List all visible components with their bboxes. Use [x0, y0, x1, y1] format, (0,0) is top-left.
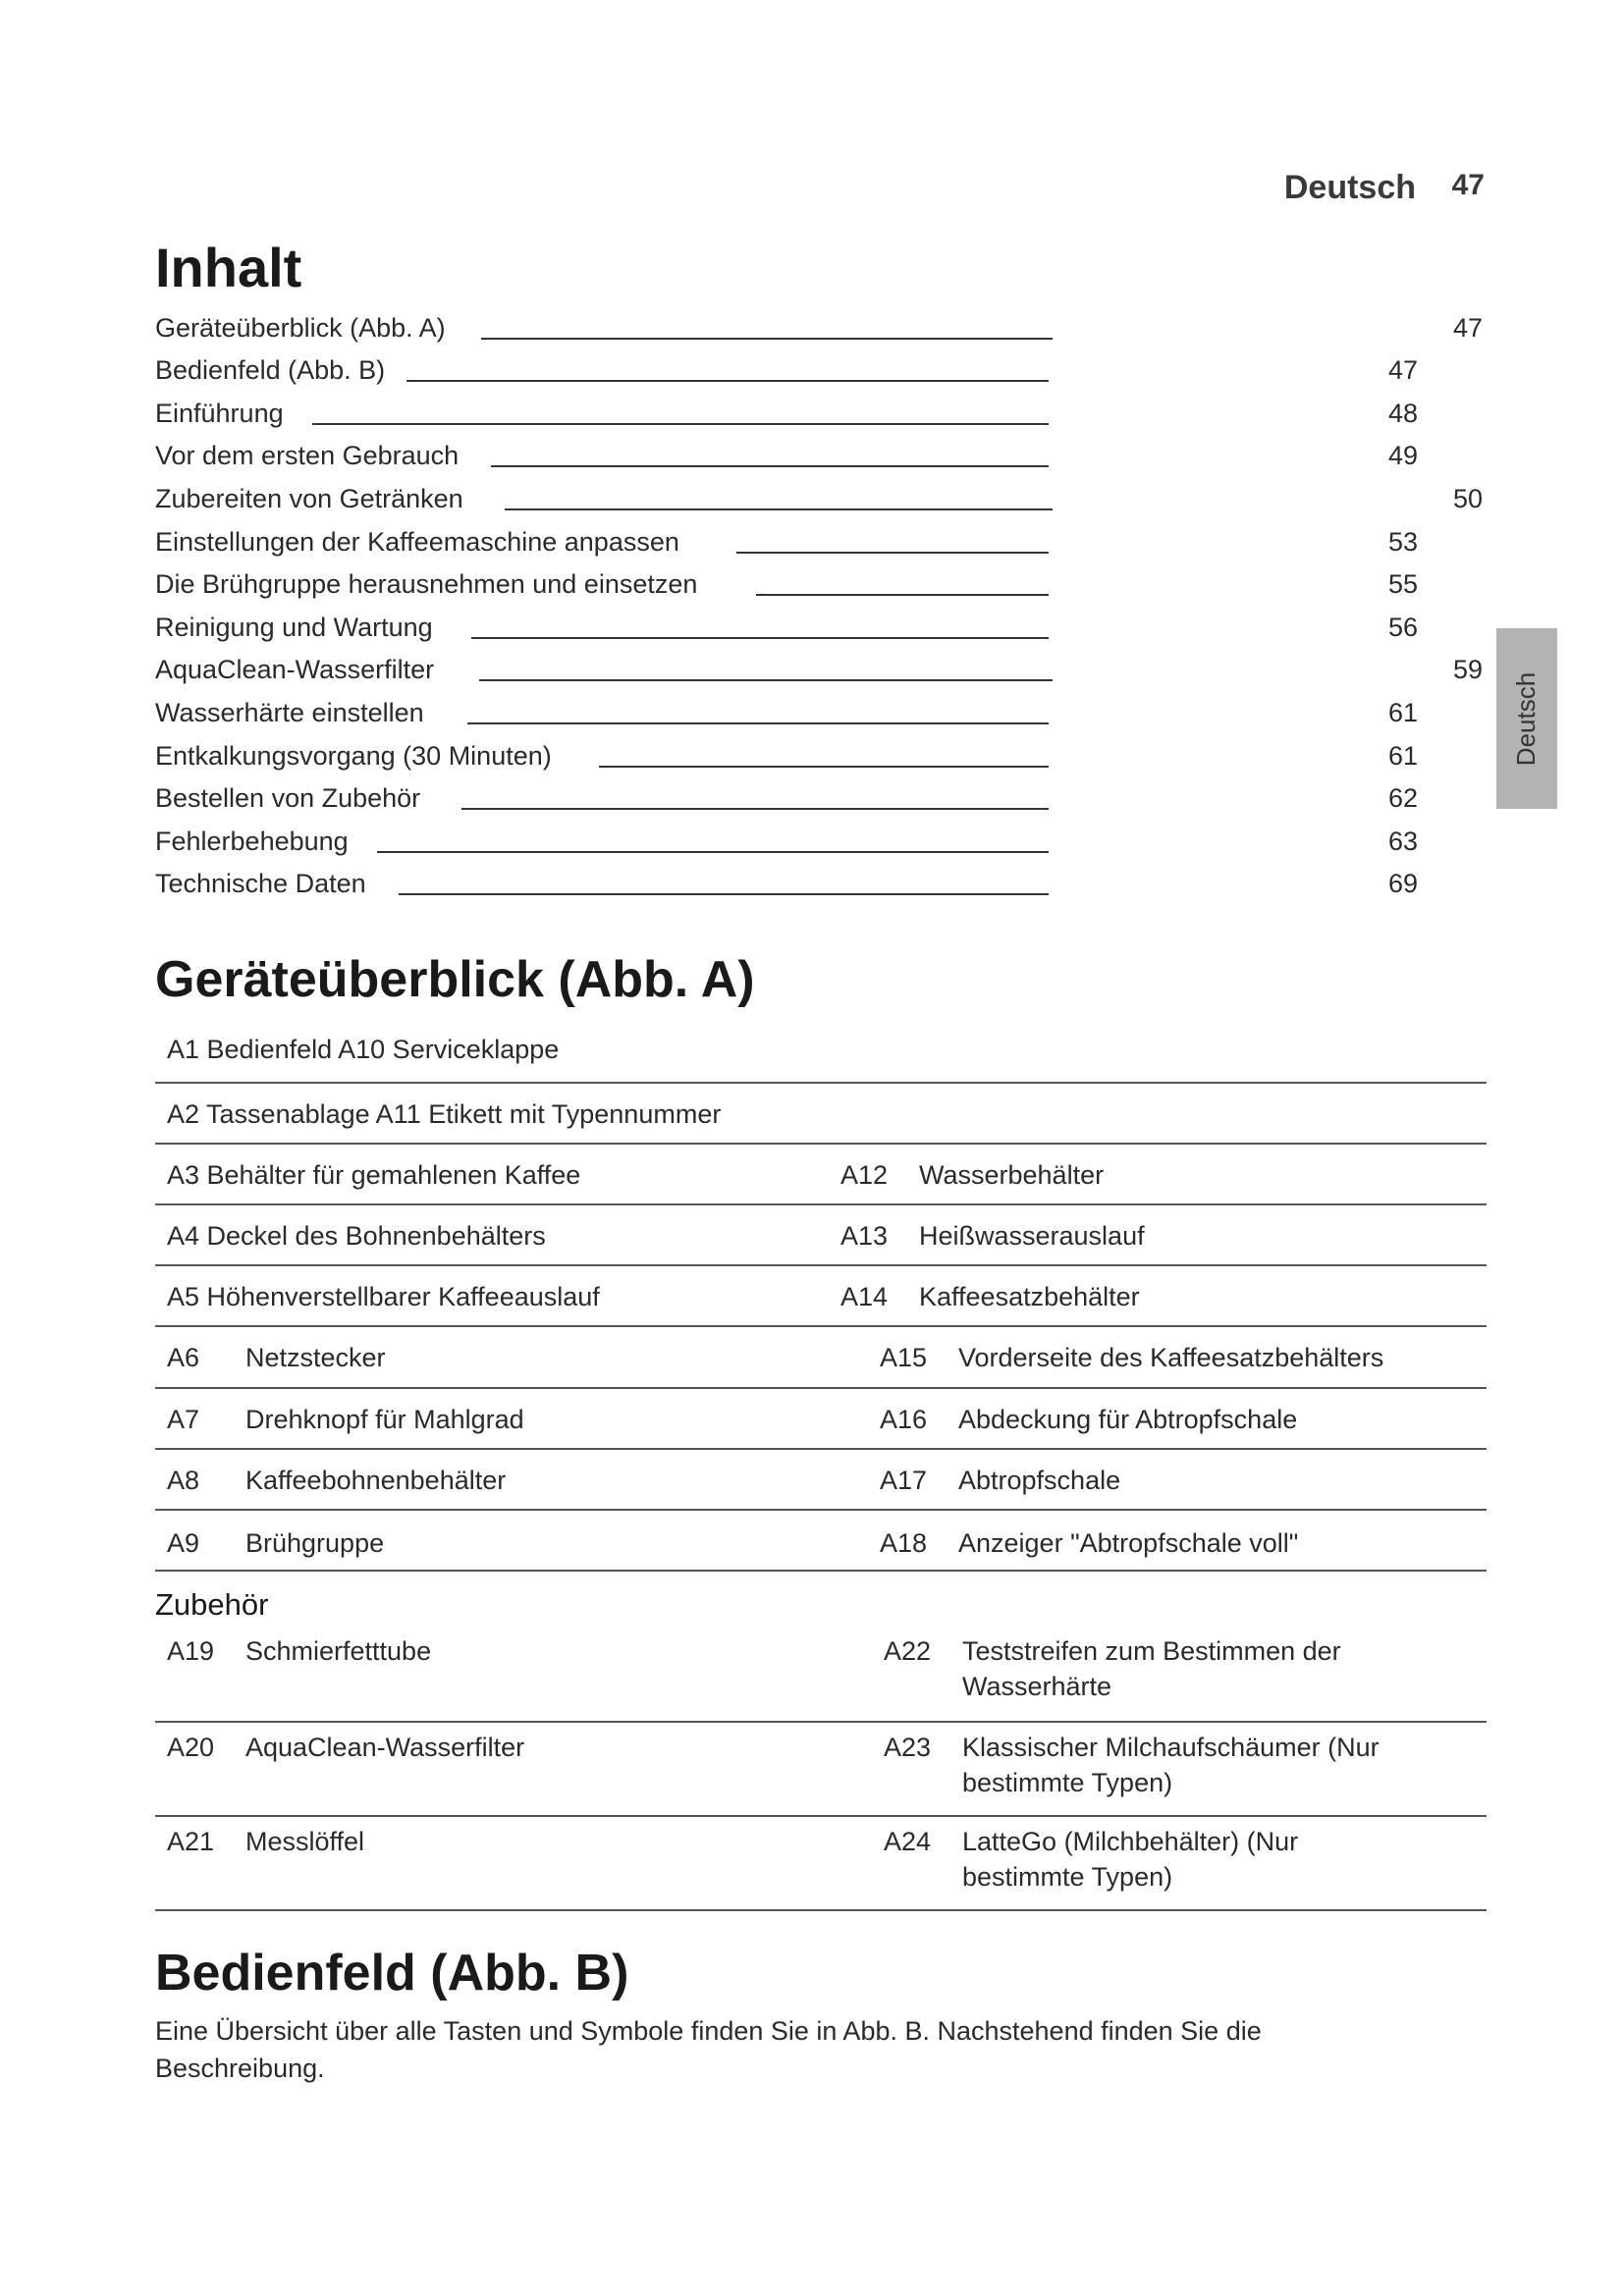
toc-entry[interactable]	[155, 775, 1487, 819]
part-name: Kaffeesatzbehälter	[919, 1282, 1140, 1311]
part-name: Brühgruppe	[245, 1528, 385, 1558]
part-code: A19	[167, 1636, 215, 1666]
part-name: Abtropfschale	[958, 1466, 1121, 1495]
toc-entry-label: Reinigung und Wartung	[155, 612, 433, 642]
toc-entry-page: 55	[1388, 569, 1419, 600]
toc-entry[interactable]	[155, 732, 1487, 775]
toc-title: Inhalt	[155, 237, 302, 298]
header-language: Deutsch	[1283, 169, 1416, 206]
part-code: A20	[167, 1733, 215, 1762]
part-item: A3 Behälter für gemahlenen Kaffee	[167, 1160, 581, 1190]
toc-entry-label: Bestellen von Zubehör	[155, 783, 421, 814]
toc-entry[interactable]	[155, 818, 1487, 861]
part-name: Messlöffel	[245, 1827, 365, 1856]
toc-leader	[479, 679, 1053, 681]
toc-entry-page: 56	[1388, 612, 1419, 642]
part-name: Anzeiger "Abtropfschale voll"	[958, 1528, 1299, 1558]
toc-entry-label: Technische Daten	[155, 869, 366, 899]
toc-entry[interactable]	[155, 647, 1487, 690]
part-name: Teststreifen zum Bestimmen der	[962, 1636, 1341, 1666]
toc-leader	[736, 552, 1049, 554]
toc-leader	[406, 380, 1049, 382]
table-row	[155, 1021, 1487, 1084]
toc-entry-page: 47	[1388, 355, 1419, 386]
section-a-title: Geräteüberblick (Abb. A)	[155, 951, 755, 1008]
toc-entry-label: Bedienfeld (Abb. B)	[155, 355, 386, 386]
part-name: Drehknopf für Mahlgrad	[245, 1405, 524, 1434]
section-b-title: Bedienfeld (Abb. B)	[155, 1945, 629, 2002]
side-tab-label: Deutsch	[1511, 671, 1542, 766]
section-b-text: Eine Übersicht über alle Tasten und Symbole finden Sie in Abb. B. Nachstehend finden Sie die Beschreibung.	[155, 2016, 1262, 2083]
part-item: A4 Deckel des Bohnenbehälters	[167, 1221, 546, 1251]
toc-entry[interactable]	[155, 475, 1487, 518]
table-row	[155, 1629, 1487, 1723]
table-row	[155, 1817, 1487, 1911]
toc-entry[interactable]	[155, 390, 1487, 433]
part-item: A5 Höhenverstellbarer Kaffeeauslauf	[167, 1282, 600, 1311]
toc-entry-page: 50	[1453, 483, 1484, 513]
toc-entry-page: 48	[1388, 398, 1419, 428]
toc-entry-page: 47	[1453, 312, 1484, 343]
toc-entry-label: Wasserhärte einstellen	[155, 697, 424, 727]
part-name: Vorderseite des Kaffeesatzbehälters	[958, 1343, 1384, 1372]
toc-entry-page: 62	[1388, 783, 1419, 814]
part-code: A21	[167, 1827, 215, 1856]
toc-leader	[756, 594, 1049, 596]
part-name: Kaffeebohnenbehälter	[245, 1466, 507, 1495]
toc-entry[interactable]	[155, 861, 1487, 904]
part-code: A13	[840, 1221, 889, 1251]
table-row	[155, 1145, 1487, 1205]
part-code: A24	[884, 1827, 932, 1856]
toc-leader	[399, 893, 1049, 895]
toc-entry-label: Einstellungen der Kaffeemaschine anpassen	[155, 526, 679, 557]
toc-entry[interactable]	[155, 604, 1487, 647]
toc-entry-page: 49	[1388, 441, 1419, 471]
table-row	[155, 1389, 1487, 1450]
part-name: LatteGo (Milchbehälter) (Nur	[962, 1827, 1299, 1856]
toc-entry-page: 69	[1388, 869, 1419, 899]
toc-entry-label: AquaClean-Wasserfilter	[155, 655, 435, 685]
toc-entry-page: 53	[1388, 526, 1419, 557]
toc-leader	[505, 508, 1053, 510]
part-code: A22	[884, 1636, 932, 1666]
part-item: A1 Bedienfeld A10 Serviceklappe	[167, 1035, 560, 1064]
part-code: A8	[167, 1466, 200, 1495]
part-code: A7	[167, 1405, 200, 1434]
part-code: A9	[167, 1528, 200, 1558]
table-row	[155, 1723, 1487, 1817]
part-name: Wasserbehälter	[919, 1160, 1105, 1190]
toc-entry[interactable]	[155, 689, 1487, 732]
toc-leader	[377, 851, 1049, 853]
toc-entry-label: Entkalkungsvorgang (30 Minuten)	[155, 740, 552, 771]
toc-leader	[312, 423, 1049, 425]
part-name-cont: bestimmte Typen)	[962, 1862, 1173, 1892]
part-name: Netzstecker	[245, 1343, 386, 1372]
table-row	[155, 1205, 1487, 1266]
toc-entry[interactable]	[155, 518, 1487, 561]
part-code: A17	[880, 1466, 928, 1495]
header-page-number: 47	[1451, 169, 1485, 201]
table-row	[155, 1327, 1487, 1389]
part-code: A18	[880, 1528, 928, 1558]
accessories-title: Zubehör	[155, 1587, 269, 1622]
table-row	[155, 1084, 1487, 1145]
part-code: A14	[840, 1282, 889, 1311]
toc-leader	[471, 637, 1049, 639]
toc-leader	[467, 722, 1049, 724]
part-name-cont: bestimmte Typen)	[962, 1768, 1173, 1797]
part-code: A12	[840, 1160, 889, 1190]
toc-leader	[599, 766, 1049, 768]
part-name: Heißwasserauslauf	[919, 1221, 1145, 1251]
part-name: Schmierfetttube	[245, 1636, 432, 1666]
table-row	[155, 1450, 1487, 1511]
part-code: A16	[880, 1405, 928, 1434]
toc-entry-page: 63	[1388, 826, 1419, 856]
part-code: A6	[167, 1343, 200, 1372]
toc-entry-label: Einführung	[155, 398, 284, 428]
part-code: A15	[880, 1343, 928, 1372]
part-name: Klassischer Milchaufschäumer (Nur	[962, 1733, 1380, 1762]
table-of-contents	[155, 304, 1487, 903]
toc-entry[interactable]	[155, 561, 1487, 605]
toc-entry-page: 61	[1388, 697, 1419, 727]
toc-leader	[481, 338, 1053, 340]
parts-table	[155, 1021, 1487, 1911]
toc-entry[interactable]	[155, 347, 1487, 391]
toc-entry[interactable]	[155, 433, 1487, 476]
toc-entry-label: Zubereiten von Getränken	[155, 483, 463, 513]
toc-entry-label: Fehlerbehebung	[155, 826, 349, 856]
part-code: A23	[884, 1733, 932, 1762]
toc-entry-label: Die Brühgruppe herausnehmen und einsetzen	[155, 569, 698, 600]
toc-leader	[461, 808, 1049, 810]
part-name: AquaClean-Wasserfilter	[245, 1733, 525, 1762]
table-row	[155, 1511, 1487, 1572]
part-item: A2 Tassenablage A11 Etikett mit Typennummer	[167, 1099, 722, 1129]
toc-entry[interactable]	[155, 304, 1487, 347]
part-name: Abdeckung für Abtropfschale	[958, 1405, 1298, 1434]
toc-leader	[491, 465, 1049, 467]
part-name-cont: Wasserhärte	[962, 1672, 1112, 1701]
toc-entry-page: 61	[1388, 740, 1419, 771]
toc-entry-label: Geräteüberblick (Abb. A)	[155, 312, 446, 343]
toc-entry-label: Vor dem ersten Gebrauch	[155, 441, 460, 471]
language-side-tab	[1496, 628, 1557, 809]
accessories-heading-row	[155, 1572, 1487, 1629]
table-row	[155, 1266, 1487, 1327]
toc-entry-page: 59	[1453, 655, 1484, 685]
